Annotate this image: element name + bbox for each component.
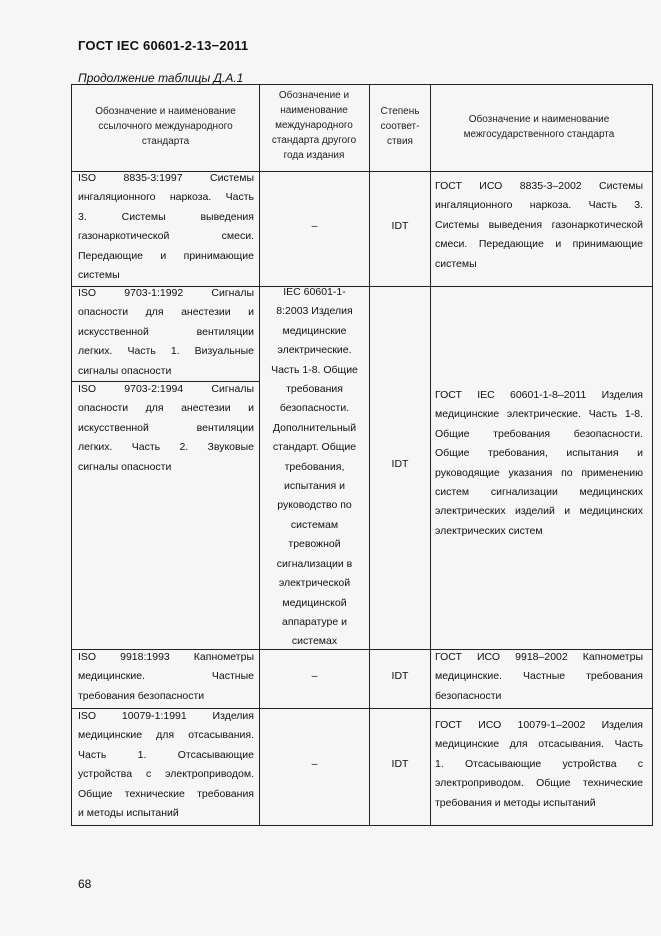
table-row-cell: ISO 9703-2:1994 Сигналы опасности для анестезии и искусственной вентиляции легких. Часть 2. Звуковые сигналы опасности: [78, 383, 254, 473]
table-row-cell: IDT: [391, 458, 409, 470]
table-row-cell: IEC 60601-1- 8:2003 Изделия медицинские электрические. Часть 1-8. Общие требования безопасности. Дополнительный стандарт. Общие требования, испытания и руководство по системам тревожной сигнализации в электрической медицинской аппаратуре и системах: [271, 286, 358, 648]
table-row-cell: ISO 10079-1:1991 Изделия медицинские для отсасывания. Часть 1. Отсасывающие устройства с электроприводом. Общие технические требования и методы испытаний: [78, 710, 254, 820]
table-row-cell: IDT: [391, 758, 409, 770]
header-other-year-standard: Обозначение и наименование международного стандарта другого года издания: [271, 90, 357, 161]
table-row-cell: IDT: [391, 670, 409, 682]
table-row-cell: ГОСТ IEC 60601-1-8–2011 Изделия медицинские электрические. Часть 1-8. Общие требования безопасности. Общие требования, испытания и руководящие указания по применению систем сигнализации медицинских электрических изделий и медицинских электрических систем: [435, 389, 643, 537]
table-row-cell: ГОСТ ИСО 8835-3–2002 Системы ингаляционного наркоза. Часть 3. Системы выведения газонаркотической смеси. Передающие и принимающие системы: [435, 180, 643, 270]
reference-table: [71, 84, 653, 826]
header-ref-standard: Обозначение и наименование ссылочного международного стандарта: [95, 106, 236, 147]
header-compliance-degree: Степень соответ-ствия: [380, 106, 420, 147]
page-number: 68: [78, 877, 92, 891]
table-row-cell: ГОСТ ИСО 10079-1–2002 Изделия медицинские для отсасывания. Часть 1. Отсасывающие устройства с электроприводом. Общие технические требования и методы испытаний: [435, 719, 643, 809]
table-continuation-caption: Продолжение таблицы Д.А.1: [78, 71, 244, 85]
table-row-cell: ISO 9703-1:1992 Сигналы опасности для анестезии и искусственной вентиляции легких. Часть 1. Визуальные сигналы опасности: [78, 287, 254, 377]
table-row-cell: ISO 9918:1993 Капнометры медицинские. Частные требования безопасности: [78, 651, 254, 702]
column-divider: [430, 85, 431, 825]
table-row-cell: –: [311, 670, 318, 682]
table-row-cell: ГОСТ ИСО 9918–2002 Капнометры медицинские. Частные требования безопасности: [435, 651, 643, 702]
table-row-cell: ISO 8835-3:1997 Системы ингаляционного наркоза. Часть 3. Системы выведения газонаркотической смеси. Передающие и принимающие системы: [78, 172, 254, 282]
document-title: ГОСТ IEC 60601-2-13−2011: [78, 38, 249, 53]
table-row-cell: –: [311, 220, 318, 232]
table-row-cell: IDT: [391, 220, 409, 232]
table-row-cell: –: [311, 758, 318, 770]
header-interstate-standard: Обозначение и наименование межгосударственного стандарта: [463, 114, 615, 140]
